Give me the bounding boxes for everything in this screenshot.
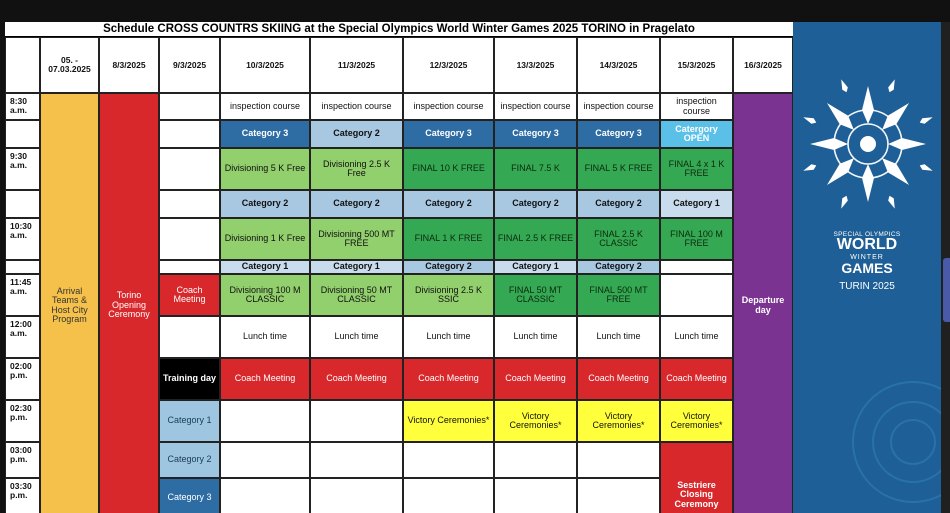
cell-14-3-r12 [577,478,660,513]
departure-day-cell: Departure day [733,93,793,513]
cell-9-3-r1 [159,93,220,120]
cell-11-3-r11 [310,442,403,478]
category-11-3-a: Category 2 [310,120,403,148]
race-13-3-c: FINAL 50 MT CLASSIC [494,274,577,316]
cell-13-3-r12 [494,478,577,513]
branding-line-1: SPECIAL OLYMPICS [833,231,901,238]
time-blank-3 [5,260,40,274]
victory-15-3: Victory Ceremonies* [660,400,733,442]
time-blank-1 [5,120,40,148]
time-0930: 9:30 a.m. [5,148,40,190]
inspection-14-3: inspection course [577,93,660,120]
cell-9-3-r2 [159,120,220,148]
category-14-3-a: Category 3 [577,120,660,148]
sestriere-closing-ceremony: Sestriere Closing Ceremony [660,442,733,513]
category-13-3-a: Category 3 [494,120,577,148]
time-1200: 12:00 a.m. [5,316,40,358]
race-15-3-b: FINAL 100 M FREE [660,218,733,260]
cell-11-3-r12 [310,478,403,513]
lunch-15-3: Lunch time [660,316,733,358]
race-13-3-a: FINAL 7.5 K [494,148,577,190]
race-14-3-c: FINAL 500 MT FREE [577,274,660,316]
corner-cell [5,37,40,93]
category-11-3-b: Category 2 [310,190,403,218]
time-0230: 02:30 p.m. [5,400,40,442]
cell-12-3-r11 [403,442,494,478]
training-day-cell: Training day [159,358,220,400]
cell-10-3-r12 [220,478,310,513]
victory-13-3: Victory Ceremonies* [494,400,577,442]
category-15-3-a: Catergory OPEN [660,120,733,148]
inspection-13-3: inspection course [494,93,577,120]
victory-14-3: Victory Ceremonies* [577,400,660,442]
cell-12-3-r12 [403,478,494,513]
time-1145: 11:45 a.m. [5,274,40,316]
games-branding-panel [793,22,941,513]
category-14-3-c: Category 2 [577,260,660,274]
cell-11-3-victory [310,400,403,442]
race-12-3-b: FINAL 1 K FREE [403,218,494,260]
training-category-3: Category 3 [159,478,220,513]
category-10-3-a: Category 3 [220,120,310,148]
inspection-11-3: inspection course [310,93,403,120]
category-12-3-a: Category 3 [403,120,494,148]
cell-9-3-r3 [159,148,220,190]
category-15-3-b: Category 1 [660,190,733,218]
race-11-3-a: Divisioning 2.5 K Free [310,148,403,190]
inspection-12-3: inspection course [403,93,494,120]
victory-12-3: Victory Ceremonies* [403,400,494,442]
coach-meeting-14-3: Coach Meeting [577,358,660,400]
cell-14-3-r11 [577,442,660,478]
cell-9-3-r8 [159,316,220,358]
category-12-3-c: Category 2 [403,260,494,274]
time-0830: 8:30 a.m. [5,93,40,120]
cell-9-3-r4 [159,190,220,218]
inspection-15-3: inspection course [660,93,733,120]
race-11-3-c: Divisioning 50 MT CLASSIC [310,274,403,316]
category-10-3-b: Category 2 [220,190,310,218]
category-13-3-c: Category 1 [494,260,577,274]
race-10-3-c: Divisioning 100 M CLASSIC [220,274,310,316]
race-11-3-b: Divisioning 500 MT FREE [310,218,403,260]
branding-line-3: WINTER [850,254,884,261]
time-1030: 10:30 a.m. [5,218,40,260]
date-header-9-3: 9/3/2025 [159,37,220,93]
lunch-12-3: Lunch time [403,316,494,358]
training-category-1: Category 1 [159,400,220,442]
time-0300: 03:00 p.m. [5,442,40,478]
date-header-13-3: 13/3/2025 [494,37,577,93]
branding-line-2: WORLD [836,236,898,253]
category-11-3-c: Category 1 [310,260,403,274]
date-header-11-3: 11/3/2025 [310,37,403,93]
category-13-3-b: Category 2 [494,190,577,218]
branding-line-5: TURIN 2025 [839,281,895,292]
race-14-3-a: FINAL 5 K FREE [577,148,660,190]
category-14-3-b: Category 2 [577,190,660,218]
race-15-3-a: FINAL 4 x 1 K FREE [660,148,733,190]
schedule-title: Schedule CROSS COUNTRS SKIING at the Special Olympics World Winter Games 2025 TORINO in Pragelato [5,22,793,37]
lunch-11-3: Lunch time [310,316,403,358]
branding-line-4: GAMES [841,260,893,276]
date-header-arrival: 05. - 07.03.2025 [40,37,99,93]
cell-13-3-r11 [494,442,577,478]
category-12-3-b: Category 2 [403,190,494,218]
training-category-2: Category 2 [159,442,220,478]
lunch-10-3: Lunch time [220,316,310,358]
race-10-3-a: Divisioning 5 K Free [220,148,310,190]
time-0200: 02:00 p.m. [5,358,40,400]
time-blank-2 [5,190,40,218]
arrival-cell: Arrival Teams & Host City Program [40,93,99,513]
coach-meeting-9-3: Coach Meeting [159,274,220,316]
coach-meeting-10-3: Coach Meeting [220,358,310,400]
date-header-8-3: 8/3/2025 [99,37,159,93]
schedule-sheet [5,22,793,513]
cell-9-3-r6 [159,260,220,274]
race-12-3-a: FINAL 10 K FREE [403,148,494,190]
race-12-3-c: Divisioning 2.5 K SSIC [403,274,494,316]
race-14-3-b: FINAL 2.5 K CLASSIC [577,218,660,260]
race-15-3-c [660,274,733,316]
coach-meeting-13-3: Coach Meeting [494,358,577,400]
race-10-3-b: Divisioning 1 K Free [220,218,310,260]
coach-meeting-11-3: Coach Meeting [310,358,403,400]
cell-10-3-victory [220,400,310,442]
date-header-10-3: 10/3/2025 [220,37,310,93]
time-0330: 03:30 p.m. [5,478,40,513]
inspection-10-3: inspection course [220,93,310,120]
date-header-16-3: 16/3/2025 [733,37,793,93]
date-header-15-3: 15/3/2025 [660,37,733,93]
cell-9-3-r5 [159,218,220,260]
race-13-3-b: FINAL 2.5 K FREE [494,218,577,260]
cell-10-3-r11 [220,442,310,478]
date-header-14-3: 14/3/2025 [577,37,660,93]
lunch-13-3: Lunch time [494,316,577,358]
lunch-14-3: Lunch time [577,316,660,358]
category-15-3-c [660,260,733,274]
coach-meeting-15-3: Coach Meeting [660,358,733,400]
coach-meeting-12-3: Coach Meeting [403,358,494,400]
date-header-12-3: 12/3/2025 [403,37,494,93]
opening-ceremony-cell: Torino Opening Ceremony [99,93,159,513]
side-tab-handle[interactable] [943,258,950,322]
category-10-3-c: Category 1 [220,260,310,274]
